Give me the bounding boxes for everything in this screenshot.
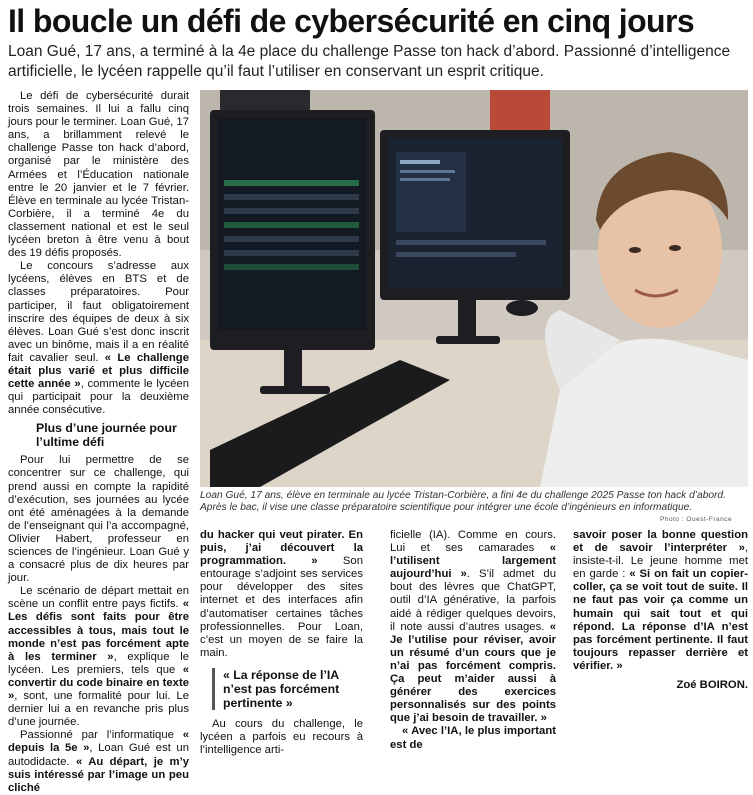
pull-quote — [212, 668, 357, 710]
column-1 — [8, 90, 189, 795]
subheading: Plus d’une journée pour l’ultime défi — [36, 421, 177, 450]
column-2 — [200, 529, 363, 757]
paragraph — [200, 529, 363, 660]
quote: « Les défis sont faits pour être accessibles à tous, mais tout le monde n’est pas forcément apte à les terminer » — [8, 598, 189, 663]
quote: du hacker qui veut pirater. En puis, j’ai découvert la programmation. » — [200, 529, 363, 568]
text-run: , commente le lycéen qui participait pour la deuxième année consécutive. — [8, 378, 189, 417]
text-run: , explique le lycéen. Les premiers, tels que — [8, 650, 189, 676]
photo-illustration — [200, 90, 748, 487]
paragraph: « Avec l’IA, le plus important est de — [390, 725, 556, 751]
paragraph — [573, 529, 748, 673]
quote: savoir poser la bonne question et de savoir l’interpréter » — [573, 529, 748, 555]
quote: « Au départ, je m’y suis intéressé par l’image un peu cliché — [8, 755, 189, 794]
headline: Il boucle un défi de cybersécurité en cinq jours — [8, 3, 695, 39]
paragraph: Pour lui permettre de se concentrer sur ce challenge, qui prend aussi en compte la rapidité d’exécution, ses journées au lycée ont été aménagées à la demande de l’enseignant qui l’a accompagné, Olivier Habert, professeur en sciences de l’ingénieur. Loan Gué y a consacré plus de dix heures par jour. — [8, 454, 189, 585]
article-photo — [200, 90, 748, 487]
quote: « convertir du code binaire en texte » — [8, 663, 189, 703]
text-run: , sont, une formalité pour lui. Le dernier lui a en revanche pris plus d’une journée. — [8, 690, 189, 729]
text-run: . S’il admet du bout des lèvres que ChatGPT, outil d’IA générative, la parfois aidé à rédiger quelques devoirs, il note aussi d’autres usages. — [390, 568, 556, 633]
text-run: ficielle (IA). Comme en cours. Lui et ses camarades — [390, 529, 556, 555]
quote: « Si on fait un copier-coller, ça se voit tout de suite. Il ne faut pas voir ça comme un humain qui sait tout et qui répond. La réponse d’IA n’est pas forcément pertinente. Il faut toujours repasser derrière et vérifier. » — [573, 568, 748, 672]
author-signature: Zoé BOIRON. — [676, 679, 748, 692]
text-run: Son entourage s’adjoint ses services pour développer des sites internet et des interfaces afin d’automatiser certaines tâches professionnelles. Pour Loan, c’est un moyen de se faire la main. — [200, 555, 363, 659]
quote: « Le challenge était plus varié et plus difficile cette année » — [8, 351, 189, 391]
text-run: Le concours s’adresse aux lycéens, élèves en BTS et de classes préparatoires. Pour participer, il faut obligatoirement inscrire des équipes de deux à six élèves. Loan Gué s’est donc inscrit avec un binôme, mais il a en réalité fait cavalier seul. — [8, 260, 189, 364]
quote: « l’utilisent largement aujourd’hui » — [390, 542, 556, 581]
photo-caption: Loan Gué, 17 ans, élève en terminale au lycée Tristan-Corbière, a fini 4e du challenge 2025 Passe ton hack d’abord. Après le bac, il vise une classe préparatoire scientifique pour intégrer une école d’ingénieurs en informatique. — [200, 490, 726, 513]
photo-credit: Photo : Ouest-France — [660, 516, 733, 523]
column-4 — [573, 529, 748, 692]
paragraph — [8, 729, 189, 794]
paragraph: Au cours du challenge, le lycéen a parfois eu recours à l’intelligence arti- — [200, 717, 363, 757]
paragraph: Le défi de cybersécurité durait trois semaines. Il lui a fallu cinq jours pour le terminer. Loan Gué, 17 ans, a brillamment relevé le challenge Passe ton hack d’abord, organisé par le ministère des Armées et l’Éducation nationale entre le 20 janvier et le 7 février. Élève en terminale au lycée Tristan-Corbière, il a terminé 4e du classement national et est le seul lycéen breton à être venu à bout des 19 défis proposés. — [8, 90, 189, 260]
text-run: Passionné par l’informatique — [20, 729, 183, 742]
standfirst: Loan Gué, 17 ans, a terminé à la 4e place du challenge Passe ton hack d’abord. Passionné d’intelligence artificielle, le lycéen rappelle qu’il faut l’utiliser en conservant un esprit critique. — [8, 43, 731, 80]
paragraph — [8, 260, 189, 417]
paragraph — [390, 529, 556, 725]
text-run: Le scénario de départ mettait en scène un conflit entre pays fictifs. — [8, 585, 189, 611]
text-run: , insiste-t-il. Le jeune homme met en garde : — [573, 542, 748, 581]
quote: « depuis la 5e » — [8, 729, 189, 755]
column-3 — [390, 529, 556, 752]
quote: « Je l’utilise pour réviser, avoir un résumé d’un cours que je n’ai pas forcément compris. Ça peut m’aider aussi à générer des exercices personnalisés sur des points que j’ai besoin de travailler. » — [390, 620, 556, 725]
pull-quote-text: « La réponse de l’IA n’est pas forcément pertinente » — [223, 667, 340, 710]
paragraph — [8, 585, 189, 729]
text-run: , Loan Gué est un autodidacte. — [8, 742, 190, 768]
